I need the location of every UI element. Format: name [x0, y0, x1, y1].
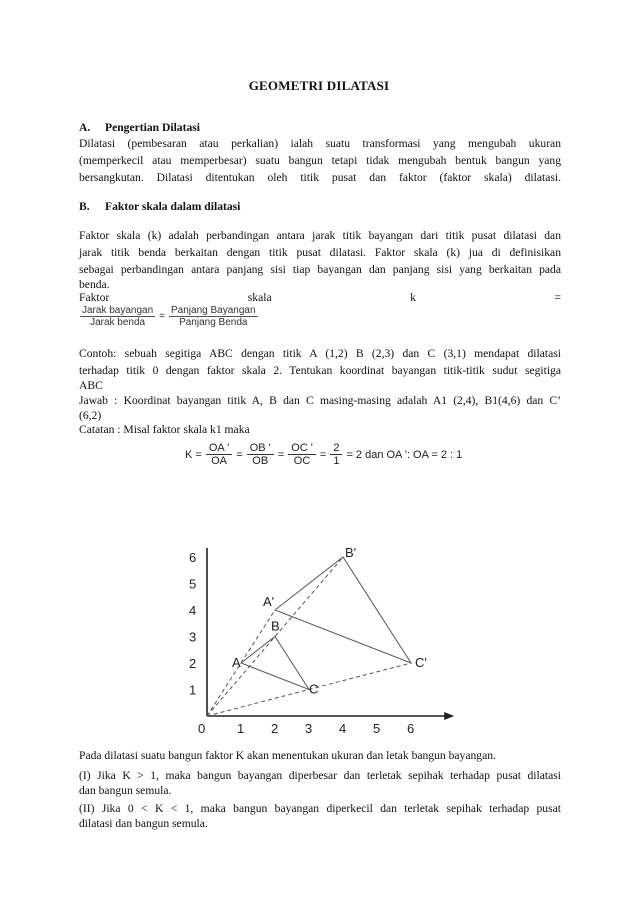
answer-line-1: Jawab : Koordinat bayangan titik A, B dan C masing-masing adalah A1 (2,4), B1(4,6) dan C’ — [79, 394, 561, 407]
formula-ob-prime: OB ' — [247, 442, 274, 455]
x-tick-label: 2 — [271, 721, 279, 736]
skala-word: skala — [247, 291, 272, 304]
x-tick-label: 0 — [198, 721, 206, 736]
section-a-line-3: bersangkutan. Dilatasi ditentukan oleh titik pusat dan faktor (faktor skala) dilatasi. — [79, 171, 561, 184]
section-b-line-3: sebagai perbandingan antara panjang sisi tiap bayangan dan panjang sisi yang berkaitan pada — [79, 263, 561, 276]
formula-frac-oa — [206, 442, 232, 467]
case-2-line-2: dilatasi dan bangun semula. — [79, 817, 208, 830]
formula-oc: OC — [293, 455, 311, 467]
y-tick-label: 6 — [189, 550, 197, 565]
case-1-line-2: dan bangun semula. — [79, 784, 172, 797]
y-tick-label: 2 — [189, 656, 197, 671]
y-tick-label: 1 — [189, 682, 197, 698]
case-1-line-1: (I) Jika K > 1, maka bangun bayangan diperbesar dan terletak sepihak terhadap pusat dilatasi — [79, 769, 561, 782]
formula-oa: OA — [211, 455, 227, 467]
triangle-abc — [241, 637, 309, 690]
fraction-right-numerator: Panjang Bayangan — [171, 305, 256, 316]
y-tick-label: 4 — [189, 603, 197, 618]
formula-ob: OB — [252, 455, 269, 467]
formula-frac-oc — [288, 442, 316, 467]
fraction-left-numerator: Jarak bayangan — [82, 305, 154, 316]
formula-eq-1: = — [236, 448, 243, 461]
section-a-title: Pengertian Dilatasi — [105, 121, 200, 134]
vertex-label: C' — [415, 655, 427, 670]
fraction-left — [80, 305, 155, 328]
equals-sign: = — [554, 291, 561, 304]
closing-line: Pada dilatasi suatu bangun faktor K akan menentukan ukuran dan letak bangun bayangan. — [79, 749, 496, 762]
triangle-abc-image — [275, 557, 411, 663]
x-tick-label: 1 — [237, 721, 245, 736]
factor-line — [79, 290, 561, 305]
section-b-line-4: benda. — [79, 278, 110, 291]
k-word: k — [410, 291, 416, 304]
formula-eq-2: = — [277, 448, 285, 461]
section-a-heading — [79, 120, 561, 135]
fraction-right — [169, 305, 258, 328]
formula-frac-ob — [247, 442, 274, 467]
vertex-label: B — [271, 618, 280, 634]
vertex-label: B' — [345, 548, 357, 560]
x-tick-label: 5 — [373, 721, 381, 736]
y-tick-label: 5 — [189, 576, 197, 592]
x-tick-label: 4 — [339, 721, 347, 736]
section-b-title: Faktor skala dalam dilatasi — [105, 200, 241, 213]
example-line-1: Contoh: sebuah segitiga ABC dengan titik A (1,2) B (2,3) dan C (3,1) mendapat dilatasi — [79, 347, 561, 360]
x-axis-arrow — [444, 712, 454, 720]
section-a-line-2: (memperkecil atau memperbesar) suatu bangun tetapi tidak mengubah bentuk bangun yang — [79, 154, 561, 167]
formula-one: 1 — [333, 455, 340, 467]
answer-line-2: (6,2) — [79, 409, 102, 422]
formula-eq-3: = — [319, 448, 327, 461]
y-tick-label: 3 — [189, 629, 197, 645]
x-tick-label: 6 — [407, 721, 415, 736]
formula-frac-2-1 — [330, 442, 342, 467]
section-b-line-1: Faktor skala (k) adalah perbandingan antara jarak titik bayangan dari titik pusat dilatasi dan — [79, 229, 561, 242]
case-2-line-1: (II) Jika 0 < K < 1, maka bangun bayangan diperkecil dan terletak sepihak terhadap pusat — [79, 802, 561, 815]
section-b-heading — [79, 199, 561, 214]
page-title: GEOMETRI DILATASI — [248, 78, 390, 93]
example-line-2: terhadap titik 0 dengan faktor skala 2. Tentukan koordinat bayangan titik-titik sudut segitiga — [79, 364, 561, 377]
formula-two: 2 — [330, 442, 342, 455]
vertex-label: A' — [263, 594, 275, 609]
factor-word: Faktor — [79, 291, 110, 304]
section-a-number: A. — [79, 121, 91, 134]
section-a-line-1: Dilatasi (pembesaran atau perkalian) ialah suatu transformasi yang mengubah ukuran — [79, 137, 561, 150]
formula-tail: = 2 dan OA ': OA = 2 : 1 — [346, 448, 463, 461]
formula-k: K = — [185, 448, 202, 461]
formula-oa-prime: OA ' — [206, 442, 232, 455]
fraction-left-denominator: Jarak benda — [90, 317, 146, 328]
section-b-number: B. — [79, 200, 90, 213]
fraction-right-denominator: Panjang Benda — [179, 317, 248, 328]
vertex-label: A — [232, 655, 241, 670]
x-tick-label: 3 — [305, 721, 313, 736]
formula-oc-prime: OC ' — [288, 442, 316, 455]
note-line: Catatan : Misal faktor skala k1 maka — [79, 423, 250, 436]
fraction-formula — [80, 305, 258, 328]
dilatation-graph — [185, 548, 455, 743]
scale-factor-formula — [185, 442, 462, 467]
vertex-label: C — [309, 681, 319, 697]
example-line-3: ABC — [79, 379, 103, 392]
section-b-line-2: jarak titik benda berkaitan dengan titik pusat dilatasi. Faktor skala (k) jua di definisikan — [79, 246, 561, 259]
fraction-equals: = — [159, 311, 166, 322]
